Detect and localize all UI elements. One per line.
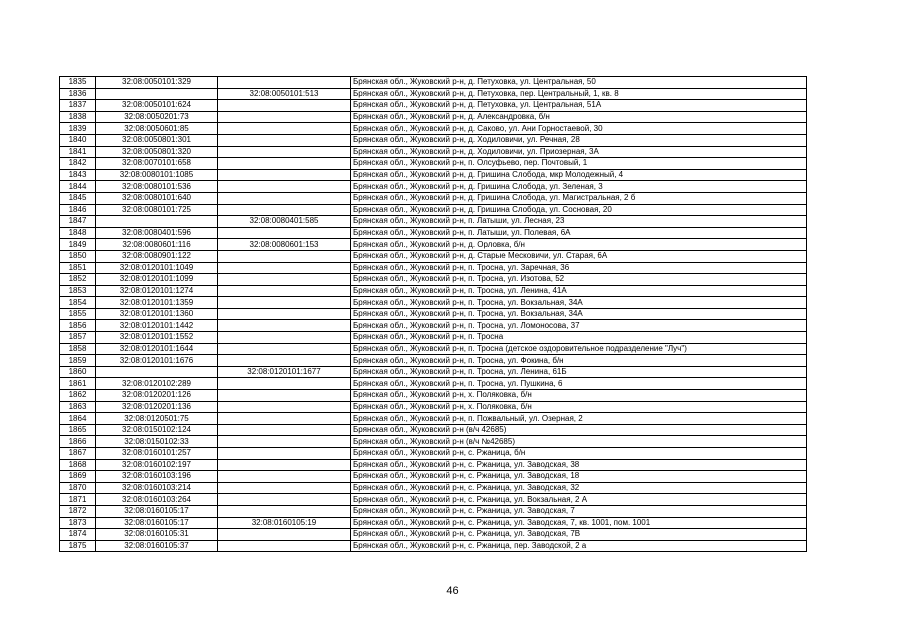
table-row (60, 378, 807, 390)
cadastral-number-cell: 32:08:0150102:33 (96, 436, 218, 448)
cadastral-number-cell: 32:08:0120201:126 (96, 390, 218, 402)
row-number-cell: 1835 (60, 77, 96, 89)
table-row (60, 505, 807, 517)
table-row (60, 250, 807, 262)
cadastral-number-cell: 32:08:0160103:214 (96, 482, 218, 494)
address-cell: Брянская обл., Жуковский р-н, с. Ржаница, ул. Заводская, 7В (351, 529, 807, 541)
row-number-cell: 1841 (60, 146, 96, 158)
cadastral-number-secondary-cell (218, 285, 351, 297)
cadastral-number-secondary-cell (218, 146, 351, 158)
cadastral-number-cell: 32:08:0120501:75 (96, 413, 218, 425)
cadastral-number-cell: 32:08:0160103:196 (96, 471, 218, 483)
table-row (60, 366, 807, 378)
table-row (60, 436, 807, 448)
cadastral-number-secondary-cell: 32:08:0050101:513 (218, 88, 351, 100)
address-cell: Брянская обл., Жуковский р-н, д. Гришина Слобода, мкр Молодежный, 4 (351, 169, 807, 181)
cadastral-number-secondary-cell (218, 424, 351, 436)
table-row (60, 413, 807, 425)
cadastral-number-cell: 32:08:0120101:1099 (96, 274, 218, 286)
table-row (60, 401, 807, 413)
table-row (60, 517, 807, 529)
table-row (60, 424, 807, 436)
cadastral-number-secondary-cell (218, 100, 351, 112)
row-number-cell: 1870 (60, 482, 96, 494)
table-row (60, 216, 807, 228)
row-number-cell: 1857 (60, 332, 96, 344)
table-row (60, 146, 807, 158)
row-number-cell: 1869 (60, 471, 96, 483)
address-cell: Брянская обл., Жуковский р-н, п. Тросна, ул. Ломоносова, 37 (351, 320, 807, 332)
address-cell: Брянская обл., Жуковский р-н, с. Ржаница, ул. Заводская, 32 (351, 482, 807, 494)
address-cell: Брянская обл., Жуковский р-н, п. Тросна, ул. Пушкина, 6 (351, 378, 807, 390)
cadastral-number-secondary-cell (218, 505, 351, 517)
row-number-cell: 1872 (60, 505, 96, 517)
table-row (60, 134, 807, 146)
cadastral-number-cell: 32:08:0080101:640 (96, 192, 218, 204)
cadastral-number-cell: 32:08:0160105:31 (96, 529, 218, 541)
cadastral-number-cell: 32:08:0120101:1049 (96, 262, 218, 274)
cadastral-number-secondary-cell (218, 227, 351, 239)
table-row (60, 239, 807, 251)
cadastral-number-secondary-cell (218, 355, 351, 367)
cadastral-number-secondary-cell (218, 436, 351, 448)
table-row (60, 285, 807, 297)
table-row (60, 355, 807, 367)
table-row (60, 169, 807, 181)
cadastral-number-cell: 32:08:0050101:624 (96, 100, 218, 112)
address-cell: Брянская обл., Жуковский р-н, х. Поляковка, б/н (351, 390, 807, 402)
address-cell: Брянская обл., Жуковский р-н, п. Пожвальный, ул. Озерная, 2 (351, 413, 807, 425)
cadastral-number-cell: 32:08:0080101:536 (96, 181, 218, 193)
cadastral-number-secondary-cell (218, 320, 351, 332)
row-number-cell: 1865 (60, 424, 96, 436)
row-number-cell: 1850 (60, 250, 96, 262)
cadastral-number-cell: 32:08:0070101:658 (96, 158, 218, 170)
cadastral-number-cell: 32:08:0120101:1274 (96, 285, 218, 297)
address-cell: Брянская обл., Жуковский р-н (в/ч 42685) (351, 424, 807, 436)
cadastral-number-cell: 32:08:0120101:1359 (96, 297, 218, 309)
cadastral-number-secondary-cell (218, 77, 351, 89)
row-number-cell: 1856 (60, 320, 96, 332)
cadastral-number-cell (96, 366, 218, 378)
row-number-cell: 1844 (60, 181, 96, 193)
address-cell: Брянская обл., Жуковский р-н, п. Тросна, ул. Вокзальная, 34А (351, 308, 807, 320)
cadastral-number-secondary-cell (218, 250, 351, 262)
cadastral-number-cell: 32:08:0120101:1676 (96, 355, 218, 367)
row-number-cell: 1858 (60, 343, 96, 355)
row-number-cell: 1867 (60, 448, 96, 460)
row-number-cell: 1842 (60, 158, 96, 170)
cadastral-number-secondary-cell (218, 332, 351, 344)
row-number-cell: 1875 (60, 540, 96, 552)
address-cell: Брянская обл., Жуковский р-н, п. Олсуфьево, пер. Почтовый, 1 (351, 158, 807, 170)
address-cell: Брянская обл., Жуковский р-н, д. Гришина Слобода, ул. Зеленая, 3 (351, 181, 807, 193)
row-number-cell: 1837 (60, 100, 96, 112)
cadastral-number-cell: 32:08:0120201:136 (96, 401, 218, 413)
address-cell: Брянская обл., Жуковский р-н, с. Ржаница, ул. Вокзальная, 2 А (351, 494, 807, 506)
cadastral-number-secondary-cell (218, 169, 351, 181)
cadastral-number-secondary-cell (218, 111, 351, 123)
table-row (60, 471, 807, 483)
cadastral-number-secondary-cell: 32:08:0160105:19 (218, 517, 351, 529)
row-number-cell: 1862 (60, 390, 96, 402)
table-row (60, 343, 807, 355)
row-number-cell: 1861 (60, 378, 96, 390)
row-number-cell: 1853 (60, 285, 96, 297)
property-table (59, 76, 807, 552)
cadastral-number-secondary-cell (218, 494, 351, 506)
cadastral-number-cell: 32:08:0050601:85 (96, 123, 218, 135)
cadastral-number-secondary-cell (218, 274, 351, 286)
row-number-cell: 1839 (60, 123, 96, 135)
page-number: 46 (446, 585, 459, 597)
cadastral-number-secondary-cell (218, 413, 351, 425)
table-row (60, 494, 807, 506)
row-number-cell: 1840 (60, 134, 96, 146)
table-row (60, 77, 807, 89)
table-row (60, 158, 807, 170)
address-cell: Брянская обл., Жуковский р-н, с. Ржаница, ул. Заводская, 38 (351, 459, 807, 471)
cadastral-number-cell: 32:08:0120101:1442 (96, 320, 218, 332)
address-cell: Брянская обл., Жуковский р-н, х. Поляковка, б/н (351, 401, 807, 413)
cadastral-number-secondary-cell (218, 204, 351, 216)
cadastral-number-secondary-cell (218, 459, 351, 471)
address-cell: Брянская обл., Жуковский р-н, с. Ржаница, пер. Заводской, 2 а (351, 540, 807, 552)
cadastral-number-cell: 32:08:0160102:197 (96, 459, 218, 471)
row-number-cell: 1843 (60, 169, 96, 181)
table-row (60, 332, 807, 344)
row-number-cell: 1836 (60, 88, 96, 100)
row-number-cell: 1846 (60, 204, 96, 216)
cadastral-number-secondary-cell: 32:08:0120101:1677 (218, 366, 351, 378)
cadastral-number-secondary-cell (218, 401, 351, 413)
table-row (60, 181, 807, 193)
table-row (60, 111, 807, 123)
cadastral-number-cell: 32:08:0080401:596 (96, 227, 218, 239)
address-cell: Брянская обл., Жуковский р-н, с. Ржаница, ул. Заводская, 7, кв. 1001, пом. 1001 (351, 517, 807, 529)
row-number-cell: 1863 (60, 401, 96, 413)
cadastral-number-cell: 32:08:0150102:124 (96, 424, 218, 436)
cadastral-number-cell: 32:08:0080601:116 (96, 239, 218, 251)
table-row (60, 390, 807, 402)
cadastral-number-cell: 32:08:0160105:17 (96, 505, 218, 517)
cadastral-number-secondary-cell (218, 529, 351, 541)
cadastral-number-cell (96, 88, 218, 100)
table-row (60, 320, 807, 332)
cadastral-number-cell: 32:08:0050101:329 (96, 77, 218, 89)
address-cell: Брянская обл., Жуковский р-н, п. Тросна, ул. Ленина, 41А (351, 285, 807, 297)
address-cell: Брянская обл., Жуковский р-н, д. Александровка, б/н (351, 111, 807, 123)
cadastral-number-secondary-cell (218, 123, 351, 135)
table-row (60, 192, 807, 204)
cadastral-number-cell: 32:08:0160103:264 (96, 494, 218, 506)
cadastral-number-cell: 32:08:0160105:37 (96, 540, 218, 552)
cadastral-number-secondary-cell (218, 540, 351, 552)
row-number-cell: 1860 (60, 366, 96, 378)
cadastral-number-cell: 32:08:0080101:725 (96, 204, 218, 216)
cadastral-number-secondary-cell (218, 390, 351, 402)
address-cell: Брянская обл., Жуковский р-н, п. Латыши, ул. Лесная, 23 (351, 216, 807, 228)
cadastral-number-cell: 32:08:0120101:1552 (96, 332, 218, 344)
address-cell: Брянская обл., Жуковский р-н, с. Ржаница, ул. Заводская, 7 (351, 505, 807, 517)
table-row (60, 123, 807, 135)
cadastral-number-cell: 32:08:0160105:17 (96, 517, 218, 529)
address-cell: Брянская обл., Жуковский р-н, д. Петуховка, пер. Центральный, 1, кв. 8 (351, 88, 807, 100)
address-cell: Брянская обл., Жуковский р-н, д. Ходиловичи, ул. Приозерная, 3А (351, 146, 807, 158)
table-row (60, 448, 807, 460)
row-number-cell: 1864 (60, 413, 96, 425)
table-row (60, 204, 807, 216)
address-cell: Брянская обл., Жуковский р-н, д. Старые Месковичи, ул. Старая, 6А (351, 250, 807, 262)
cadastral-number-secondary-cell (218, 448, 351, 460)
row-number-cell: 1868 (60, 459, 96, 471)
cadastral-number-secondary-cell (218, 297, 351, 309)
cadastral-number-cell: 32:08:0050201:73 (96, 111, 218, 123)
cadastral-number-secondary-cell (218, 262, 351, 274)
cadastral-number-secondary-cell (218, 343, 351, 355)
cadastral-number-secondary-cell (218, 181, 351, 193)
row-number-cell: 1848 (60, 227, 96, 239)
table-row (60, 274, 807, 286)
cadastral-number-secondary-cell (218, 378, 351, 390)
row-number-cell: 1852 (60, 274, 96, 286)
cadastral-number-secondary-cell (218, 308, 351, 320)
address-cell: Брянская обл., Жуковский р-н, п. Тросна, ул. Вокзальная, 34А (351, 297, 807, 309)
row-number-cell: 1838 (60, 111, 96, 123)
row-number-cell: 1873 (60, 517, 96, 529)
cadastral-number-cell: 32:08:0080901:122 (96, 250, 218, 262)
address-cell: Брянская обл., Жуковский р-н, п. Тросна, ул. Фокина, б/н (351, 355, 807, 367)
table-row (60, 529, 807, 541)
table-row (60, 227, 807, 239)
cadastral-number-cell: 32:08:0120102:289 (96, 378, 218, 390)
row-number-cell: 1847 (60, 216, 96, 228)
cadastral-number-secondary-cell (218, 158, 351, 170)
table-row (60, 540, 807, 552)
row-number-cell: 1854 (60, 297, 96, 309)
row-number-cell: 1855 (60, 308, 96, 320)
cadastral-number-cell: 32:08:0120101:1360 (96, 308, 218, 320)
table-row (60, 459, 807, 471)
cadastral-number-secondary-cell (218, 471, 351, 483)
cadastral-number-cell: 32:08:0120101:1644 (96, 343, 218, 355)
table-row (60, 88, 807, 100)
address-cell: Брянская обл., Жуковский р-н (в/ч №42685) (351, 436, 807, 448)
row-number-cell: 1845 (60, 192, 96, 204)
cadastral-number-cell: 32:08:0050801:301 (96, 134, 218, 146)
address-cell: Брянская обл., Жуковский р-н, д. Петуховка, ул. Центральная, 51А (351, 100, 807, 112)
row-number-cell: 1866 (60, 436, 96, 448)
address-cell: Брянская обл., Жуковский р-н, д. Гришина Слобода, ул. Магистральная, 2 б (351, 192, 807, 204)
address-cell: Брянская обл., Жуковский р-н, д. Петуховка, ул. Центральная, 50 (351, 77, 807, 89)
table-row (60, 262, 807, 274)
cadastral-number-secondary-cell (218, 134, 351, 146)
cadastral-number-secondary-cell (218, 192, 351, 204)
address-cell: Брянская обл., Жуковский р-н, п. Тросна (детское оздоровительное подразделение "Луч") (351, 343, 807, 355)
cadastral-number-secondary-cell (218, 482, 351, 494)
address-cell: Брянская обл., Жуковский р-н, д. Орловка, б/н (351, 239, 807, 251)
address-cell: Брянская обл., Жуковский р-н, д. Саково, ул. Ани Горностаевой, 30 (351, 123, 807, 135)
property-table-container (59, 76, 807, 552)
row-number-cell: 1874 (60, 529, 96, 541)
row-number-cell: 1871 (60, 494, 96, 506)
address-cell: Брянская обл., Жуковский р-н, п. Тросна, ул. Изотова, 52 (351, 274, 807, 286)
row-number-cell: 1849 (60, 239, 96, 251)
table-row (60, 100, 807, 112)
cadastral-number-secondary-cell: 32:08:0080601:153 (218, 239, 351, 251)
table-row (60, 297, 807, 309)
table-row (60, 482, 807, 494)
property-table-body (60, 77, 807, 552)
address-cell: Брянская обл., Жуковский р-н, д. Гришина Слобода, ул. Сосновая, 20 (351, 204, 807, 216)
row-number-cell: 1851 (60, 262, 96, 274)
row-number-cell: 1859 (60, 355, 96, 367)
cadastral-number-cell (96, 216, 218, 228)
cadastral-number-cell: 32:08:0160101:257 (96, 448, 218, 460)
address-cell: Брянская обл., Жуковский р-н, п. Тросна, ул. Ленина, 61Б (351, 366, 807, 378)
address-cell: Брянская обл., Жуковский р-н, п. Тросна (351, 332, 807, 344)
address-cell: Брянская обл., Жуковский р-н, д. Ходиловичи, ул. Речная, 28 (351, 134, 807, 146)
address-cell: Брянская обл., Жуковский р-н, п. Латыши, ул. Полевая, 6А (351, 227, 807, 239)
table-row (60, 308, 807, 320)
cadastral-number-cell: 32:08:0080101:1085 (96, 169, 218, 181)
address-cell: Брянская обл., Жуковский р-н, с. Ржаница, б/н (351, 448, 807, 460)
cadastral-number-cell: 32:08:0050801:320 (96, 146, 218, 158)
address-cell: Брянская обл., Жуковский р-н, п. Тросна, ул. Заречная, 36 (351, 262, 807, 274)
address-cell: Брянская обл., Жуковский р-н, с. Ржаница, ул. Заводская, 18 (351, 471, 807, 483)
cadastral-number-secondary-cell: 32:08:0080401:585 (218, 216, 351, 228)
